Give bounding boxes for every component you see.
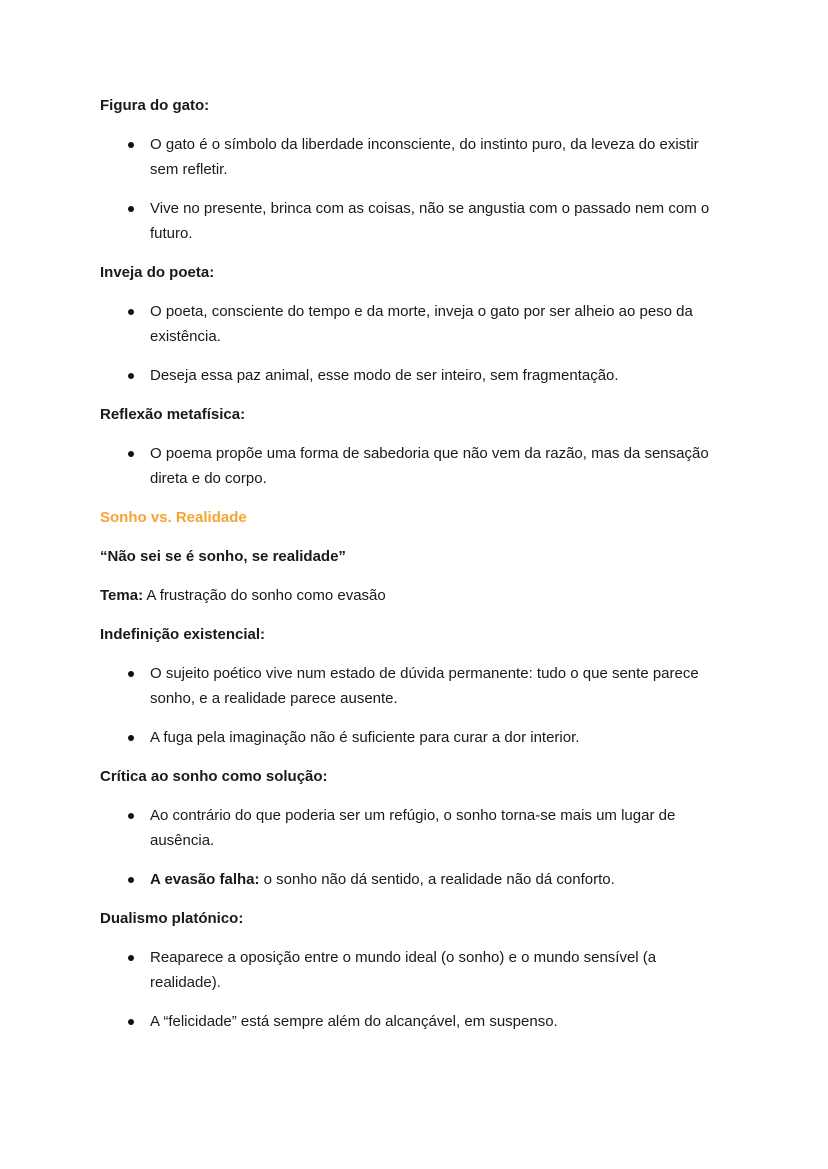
bullet-list <box>100 803 725 892</box>
bullet-list <box>100 299 725 388</box>
poem-title-quote: “Não sei se é sonho, se realidade” <box>100 548 346 565</box>
list-item-lead: A evasão falha: <box>150 871 260 888</box>
list-item <box>128 196 725 246</box>
list-item-rest: o sonho não dá sentido, a realidade não dá conforto. <box>259 871 615 888</box>
list-item-text: Deseja essa paz animal, esse modo de ser inteiro, sem fragmentação. <box>150 367 619 384</box>
bullet-icon <box>128 955 134 961</box>
bullet-icon <box>128 206 134 212</box>
list-item <box>128 867 725 892</box>
bullet-list <box>100 945 725 1034</box>
list-item <box>128 132 725 182</box>
tema-label: Tema: <box>100 587 144 604</box>
bullet-icon <box>128 735 134 741</box>
list-item-text: A fuga pela imaginação não é suficiente para curar a dor interior. <box>150 729 580 746</box>
list-item-text: A “felicidade” está sempre além do alcançável, em suspenso. <box>150 1013 558 1030</box>
bullet-icon <box>128 451 134 457</box>
bullet-icon <box>128 142 134 148</box>
bullet-list <box>100 441 725 491</box>
bullet-icon <box>128 373 134 379</box>
section-heading-inveja-do-poeta: Inveja do poeta: <box>100 264 215 281</box>
section-heading-critica-ao-sonho: Crítica ao sonho como solução: <box>100 768 328 785</box>
list-item-text: O poema propõe uma forma de sabedoria que não vem da razão, mas da sensação direta e do corpo. <box>150 445 709 487</box>
list-item-text: O sujeito poético vive num estado de dúvida permanente: tudo o que sente parece sonho, e a realidade parece ausente. <box>150 665 699 707</box>
bullet-list <box>100 661 725 750</box>
bullet-icon <box>128 671 134 677</box>
list-item <box>128 441 725 491</box>
list-item-text <box>150 871 615 888</box>
list-item <box>128 725 725 750</box>
bullet-icon <box>128 877 134 883</box>
tema-text: A frustração do sonho como evasão <box>143 587 386 604</box>
section-heading-figura-do-gato: Figura do gato: <box>100 97 210 114</box>
list-item <box>128 1009 725 1034</box>
list-item <box>128 661 725 711</box>
list-item-text: O poeta, consciente do tempo e da morte, inveja o gato por ser alheio ao peso da existência. <box>150 303 693 345</box>
list-item-text: Vive no presente, brinca com as coisas, não se angustia com o passado nem com o futuro. <box>150 200 710 242</box>
section-heading-indefinicao-existencial: Indefinição existencial: <box>100 626 266 643</box>
list-item <box>128 363 725 388</box>
tema-paragraph <box>100 583 725 608</box>
list-item-text: O gato é o símbolo da liberdade inconsciente, do instinto puro, da leveza do existir sem refletir. <box>150 136 699 178</box>
list-item <box>128 299 725 349</box>
bullet-icon <box>128 813 134 819</box>
bullet-icon <box>128 1019 134 1025</box>
section-title-sonho-vs-realidade: Sonho vs. Realidade <box>100 509 247 526</box>
bullet-icon <box>128 309 134 315</box>
list-item <box>128 803 725 853</box>
list-item-text: Reaparece a oposição entre o mundo ideal (o sonho) e o mundo sensível (a realidade). <box>150 949 657 991</box>
bullet-list <box>100 132 725 246</box>
section-heading-reflexao-metafisica: Reflexão metafísica: <box>100 406 246 423</box>
list-item <box>128 945 725 995</box>
list-item-text: Ao contrário do que poderia ser um refúgio, o sonho torna-se mais um lugar de ausência. <box>150 807 676 849</box>
section-heading-dualismo-platonico: Dualismo platónico: <box>100 910 244 927</box>
